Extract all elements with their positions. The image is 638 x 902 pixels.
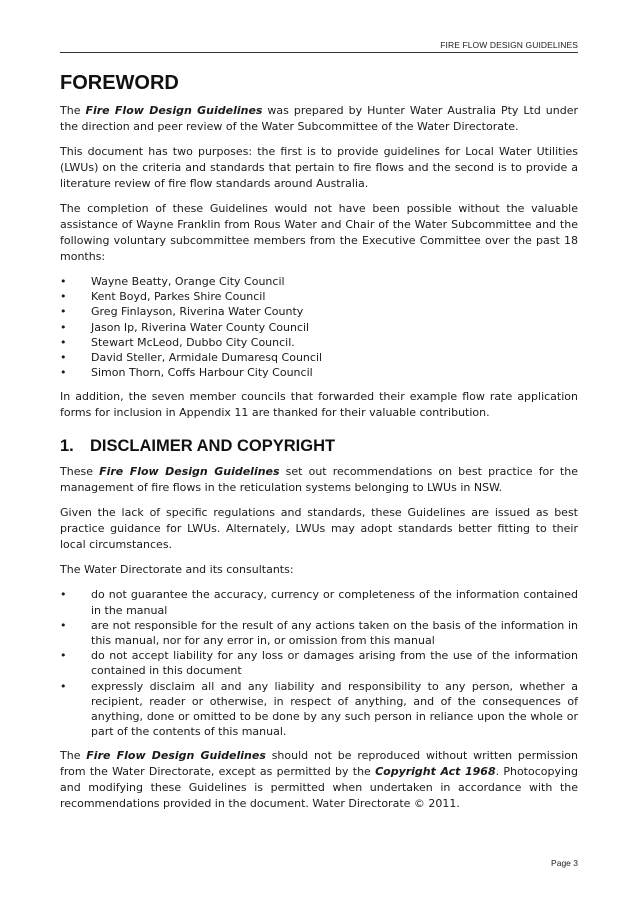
disclaimer-list (60, 587, 578, 739)
list-item: • David Steller, Armidale Dumaresq Council (60, 351, 323, 365)
foreword-paragraph-4: In addition, the seven member councils that forwarded their example flow rate application forms for inclusion in Appendix 11 are thanked for their valuable contribution. (60, 390, 578, 420)
bullet-icon: • (60, 588, 67, 602)
list-item: • Simon Thorn, Coffs Harbour City Council (60, 366, 313, 380)
bullet-icon: • (60, 320, 67, 334)
bullet-icon: • (60, 275, 67, 288)
members-list (60, 274, 578, 380)
header-rule (60, 52, 578, 53)
bullet-icon: • (60, 649, 67, 663)
foreword-paragraph-1: The Fire Flow Design Guidelines was prepared by Hunter Water Australia Pty Ltd under the direction and peer review of the Water Subcommittee of the Water Directorate. (60, 104, 578, 133)
page-content (60, 72, 578, 821)
disclaimer-paragraph-4: The Fire Flow Design Guidelines should not be reproduced without written permission from the Water Directorate, except as permitted by the Copyright Act 1968. Photocopying and modifying these Guidelines is permitted when undertaken in accordance with the recommendations provided in the document. Water Directorate © 2011. (60, 749, 579, 811)
foreword-heading: FOREWORD (60, 72, 179, 94)
copyright-act-emphasis: Copyright Act 1968 (375, 765, 496, 779)
list-item: • expressly disclaim all and any liability and responsibility to any person, whether a recipient, reader or otherwise, in respect of anything, and of the consequences of anything, done or omitted to be done by any such person in reliance upon the whole or part of the contents of this manual. (60, 679, 578, 739)
page-number: Page 3 (551, 858, 578, 868)
list-item: • are not responsible for the result of any actions taken on the basis of the information in this manual, nor for any error in, or omission from this manual (60, 618, 578, 648)
guidelines-title-emphasis: Fire Flow Design Guidelines (86, 749, 266, 763)
section-heading-disclaimer: 1. DISCLAIMER AND COPYRIGHT (60, 437, 336, 456)
bullet-icon: • (60, 351, 67, 365)
bullet-icon: • (60, 305, 67, 319)
bullet-icon: • (60, 366, 67, 380)
running-header: FIRE FLOW DESIGN GUIDELINES (440, 40, 578, 50)
list-item: • Greg Finlayson, Riverina Water County (60, 305, 304, 319)
section-number: 1. (60, 437, 74, 456)
list-item: • do not guarantee the accuracy, currency or completeness of the information contained in the manual (60, 588, 578, 617)
disclaimer-paragraph-1: These Fire Flow Design Guidelines set out recommendations on best practice for the management of fire flows in the reticulation systems belonging to LWUs in NSW. (60, 465, 578, 495)
document-page (60, 0, 578, 902)
list-item: • Kent Boyd, Parkes Shire Council (60, 290, 266, 304)
list-item: • Stewart McLeod, Dubbo City Council. (60, 335, 295, 349)
bullet-icon: • (60, 335, 67, 349)
list-item: • do not accept liability for any loss or damages arising from the use of the information contained in this document (60, 649, 578, 678)
guidelines-title-emphasis: Fire Flow Design Guidelines (85, 104, 263, 117)
disclaimer-paragraph-2: Given the lack of specific regulations and standards, these Guidelines are issued as best practice guidance for LWUs. Alternately, LWUs may adopt standards better fitting to their local circumstances. (60, 506, 578, 552)
bullet-icon: • (60, 618, 67, 632)
guidelines-title-emphasis: Fire Flow Design Guidelines (99, 465, 280, 479)
list-item: • Jason Ip, Riverina Water County Council (60, 320, 310, 334)
disclaimer-paragraph-3: The Water Directorate and its consultants: (60, 563, 294, 577)
bullet-icon: • (60, 679, 67, 693)
list-item: • Wayne Beatty, Orange City Council (60, 275, 285, 288)
foreword-paragraph-2: This document has two purposes: the first is to provide guidelines for Local Water Utilities (LWUs) on the criteria and standards that pertain to fire flows and the second is to provide a literature review of fire flow standards around Australia. (60, 145, 578, 190)
bullet-icon: • (60, 290, 67, 304)
foreword-paragraph-3: The completion of these Guidelines would not have been possible without the valuable assistance of Wayne Franklin from Rous Water and Chair of the Water Subcommittee and the following voluntary subcommittee members from the Executive Committee over the past 18 months: (60, 202, 578, 263)
